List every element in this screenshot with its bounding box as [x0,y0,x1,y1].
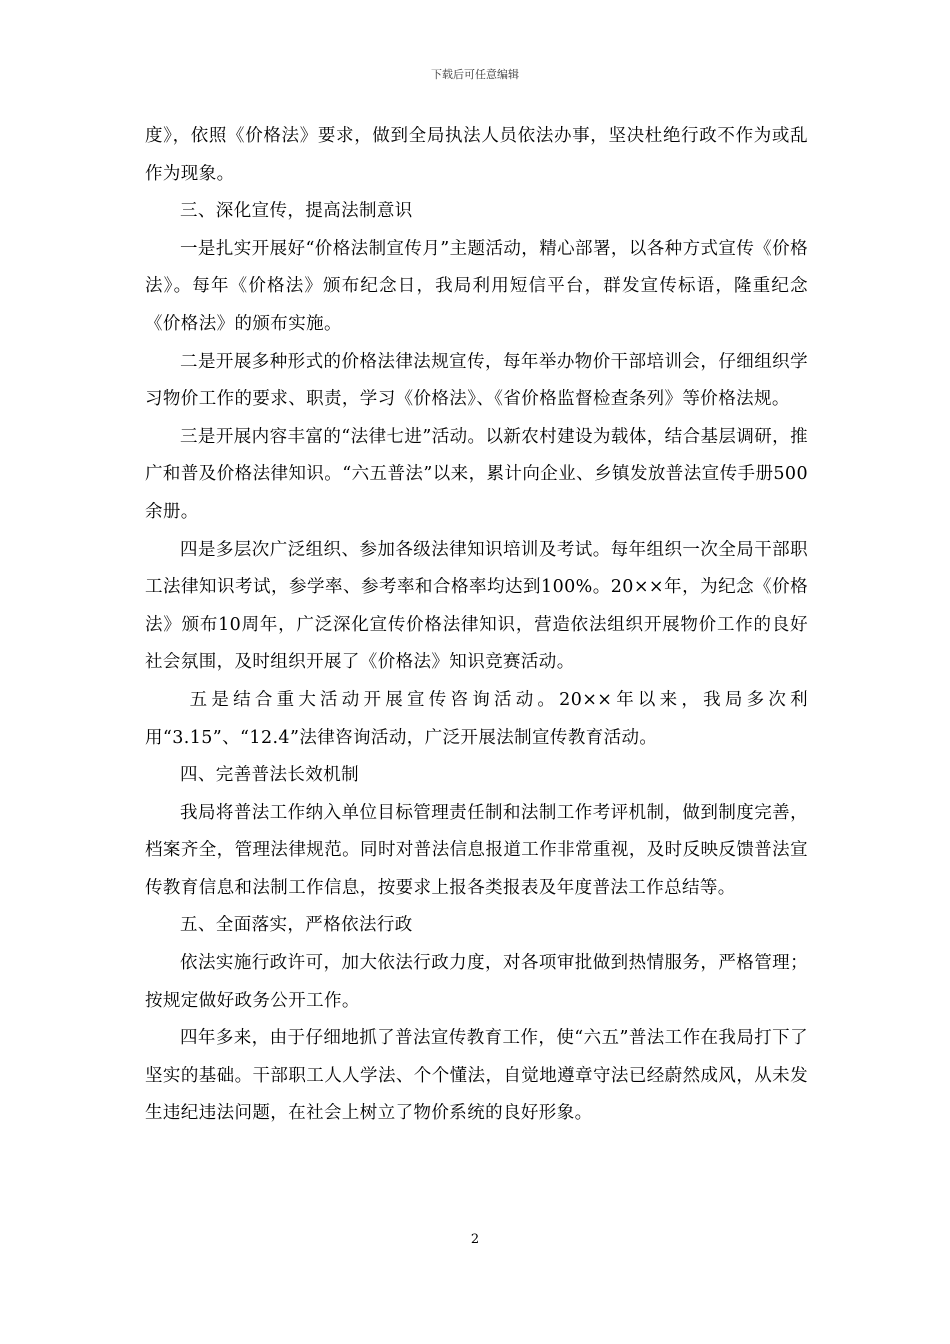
paragraph: 五是结合重大活动开展宣传咨询活动。20××年以来，我局多次利用“3.15”、“12.4”法律咨询活动，广泛开展法制宣传教育活动。 [145,689,808,748]
paragraph: 四是多层次广泛组织、参加各级法律知识培训及考试。每年组织一次全局干部职工法律知识考试，参学率、参考率和合格率均达到100%。20××年，为纪念《价格法》颁布10周年，广泛深化宣传价格法律知识，营造依法组织开展物价工作的良好社会氛围，及时组织开展了《价格法》知识竞赛活动。 [145,539,808,673]
paragraph: 二是开展多种形式的价格法律法规宣传，每年举办物价干部培训会，仔细组织学习物价工作的要求、职责，学习《价格法》、《省价格监督检查条列》等价格法规。 [145,351,808,410]
page-header: 下载后可任意编辑 [431,68,519,81]
section-heading-4: 四、完善普法长效机制 [180,765,359,786]
page-number: 2 [470,1232,480,1247]
section-heading-3: 三、深化宣传，提高法制意识 [180,201,413,222]
paragraph: 三是开展内容丰富的“法律七进”活动。以新农村建设为载体，结合基层调研，推广和普及价格法律知识。“六五普法”以来，累计向企业、乡镇发放普法宣传手册500余册。 [145,426,808,522]
document-body [145,118,808,1133]
paragraph: 我局将普法工作纳入单位目标管理责任制和法制工作考评机制，做到制度完善，档案齐全，管理法律规范。同时对普法信息报道工作非常重视，及时反映反馈普法宣传教育信息和法制工作信息，按要求上报各类报表及年度普法工作总结等。 [145,802,808,898]
paragraph: 依法实施行政许可，加大依法行政力度，对各项审批做到热情服务，严格管理；按规定做好政务公开工作。 [145,953,808,1011]
paragraph-conclusion: 四年多来，由于仔细地抓了普法宣传教育工作，使“六五”普法工作在我局打下了坚实的基础。干部职工人人学法、个个懂法，自觉地遵章守法已经蔚然成风，从未发生违纪违法问题，在社会上树立了物价系统的良好形象。 [145,1028,808,1124]
paragraph-continuation: 度》，依照《价格法》要求，做到全局执法人员依法办事，坚决杜绝行政不作为或乱作为现象。 [145,126,808,184]
section-heading-5: 五、全面落实，严格依法行政 [180,915,413,936]
paragraph: 一是扎实开展好“价格法制宣传月”主题活动，精心部署，以各种方式宣传《价格法》。每年《价格法》颁布纪念日，我局利用短信平台，群发宣传标语，隆重纪念《价格法》的颁布实施。 [145,238,808,334]
